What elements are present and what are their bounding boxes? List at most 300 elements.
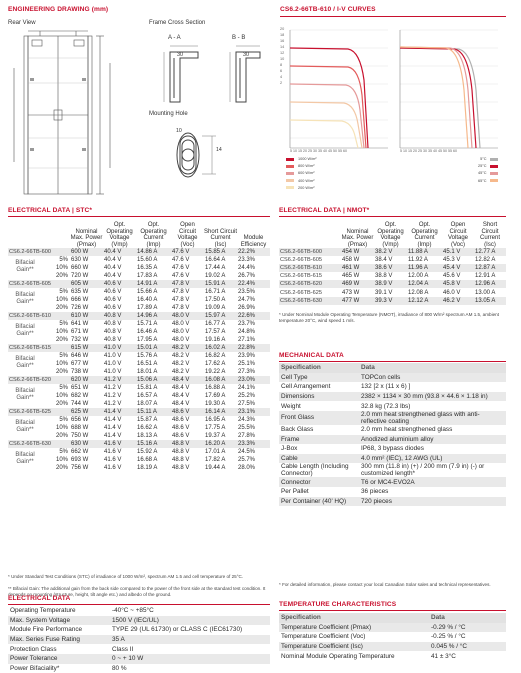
spec-label: Cable bbox=[279, 454, 359, 464]
table-cell: 41.6 V bbox=[104, 449, 122, 456]
table-cell: 23.5% bbox=[238, 289, 256, 296]
table-cell: 41.6 V bbox=[104, 465, 122, 472]
table-cell: 41.2 V bbox=[104, 385, 122, 392]
electrical-title: ELECTRICAL DATA bbox=[8, 595, 71, 602]
stc-bifacial-row bbox=[8, 256, 270, 264]
table-cell: 11.96 A bbox=[407, 264, 442, 272]
spec-label: Per Container (40' HQ) bbox=[279, 497, 359, 507]
table-cell: 15.01 A bbox=[136, 344, 171, 352]
stc-bifacial-row bbox=[8, 320, 270, 328]
temp-row bbox=[279, 642, 506, 652]
spec-label: Temperature Coefficient (Isc) bbox=[279, 642, 429, 652]
table-cell: 47.8 V bbox=[172, 289, 190, 296]
stc-bifacial-row bbox=[8, 448, 270, 456]
temp-row bbox=[279, 632, 506, 642]
table-cell: 666 W bbox=[71, 297, 89, 304]
spec-value: 300 mm (11.8 in) (+) / 200 mm (7.9 in) (-) or customized length* bbox=[361, 463, 485, 478]
table-cell: 15.16 A bbox=[136, 440, 171, 448]
table-cell: 24.1% bbox=[238, 385, 256, 392]
table-cell: 473 W bbox=[342, 289, 360, 296]
table-cell: 45.1 V bbox=[442, 248, 474, 256]
table-cell: 12.04 A bbox=[407, 280, 442, 288]
table-cell: 18.13 A bbox=[137, 433, 158, 440]
table-cell: 12.82 A bbox=[475, 257, 496, 264]
table-cell: 693 W bbox=[71, 457, 89, 464]
mech-row bbox=[279, 411, 506, 425]
spec-value: 0.045 % / °C bbox=[429, 642, 506, 652]
spec-value: 2382 × 1134 × 30 mm (93.8 × 44.6 × 1.18 in) bbox=[359, 392, 506, 402]
electrical-table bbox=[8, 606, 270, 673]
table-cell: 16.62 A bbox=[137, 425, 158, 432]
table-cell: 16.14 A bbox=[204, 408, 237, 416]
table-cell: 39.1 V bbox=[375, 289, 393, 296]
spec-label: Back Glass bbox=[281, 426, 314, 434]
mechanical-table bbox=[279, 363, 506, 506]
table-cell: 25.2% bbox=[238, 393, 256, 400]
table-cell: 23.3% bbox=[238, 257, 256, 264]
model-name: CS6.2-66TB-610 bbox=[8, 312, 70, 320]
mech-row bbox=[279, 497, 506, 507]
table-cell: 41.6 V bbox=[104, 457, 122, 464]
spec-label: Protection Class bbox=[10, 645, 57, 653]
table-cell: 11.88 A bbox=[407, 248, 442, 256]
model-name: CS6.2-66TB-620 bbox=[279, 280, 341, 288]
spec-value: IP68, 3 bypass diodes bbox=[361, 445, 424, 453]
temperature-table bbox=[279, 613, 506, 661]
table-cell: 16.88 A bbox=[205, 385, 226, 392]
spec-label: Cable Length (Including Connector) bbox=[281, 463, 349, 478]
spec-value: -40°C ~ +85°C bbox=[112, 607, 154, 615]
stc-footnote-1: * Under Standard Test Conditions (STC) of irradiance of 1000 W/m², spectrum AM 1.5 and cell temperature of 25°C. bbox=[8, 574, 244, 579]
table-cell: 600 W bbox=[70, 248, 103, 256]
table-cell: 47.6 V bbox=[171, 248, 204, 256]
table-cell: 23.7% bbox=[238, 321, 256, 328]
stc-bifacial-row bbox=[8, 384, 270, 392]
table-cell: 40.6 V bbox=[104, 305, 122, 312]
table-cell: 40.8 V bbox=[104, 329, 122, 336]
table-cell: 38.4 V bbox=[375, 257, 393, 264]
table-cell: 48.0 V bbox=[172, 337, 190, 344]
table-cell: 17.95 A bbox=[137, 337, 158, 344]
table-cell: 24.7% bbox=[238, 297, 256, 304]
spec-value: Class II bbox=[112, 645, 134, 653]
model-name: CS6.2-66TB-625 bbox=[8, 408, 70, 416]
stc-bifacial-row bbox=[8, 456, 270, 464]
table-cell: 17.83 A bbox=[137, 273, 158, 280]
table-cell: 26.7% bbox=[238, 273, 256, 280]
model-name: CS6.2-66TB-615 bbox=[8, 344, 70, 352]
table-cell: 16.08 A bbox=[204, 376, 237, 384]
table-cell: 656 W bbox=[71, 417, 89, 424]
spec-value: 1500 V (IEC/UL) bbox=[110, 616, 270, 626]
table-cell: 688 W bbox=[71, 425, 89, 432]
spec-value: -0.25 % / °C bbox=[431, 633, 466, 641]
table-cell: 41.0 V bbox=[104, 361, 122, 368]
table-cell: 744 W bbox=[71, 401, 89, 408]
spec-value: 720 pieces bbox=[359, 497, 506, 507]
temperature-title: TEMPERATURE CHARACTERISTICS bbox=[279, 601, 397, 608]
table-cell: 27.5% bbox=[238, 401, 256, 408]
aa-dim-30: 30 bbox=[177, 52, 183, 58]
table-cell: 620 W bbox=[70, 376, 103, 384]
table-cell: 23.9% bbox=[238, 353, 256, 360]
table-cell: 16.82 A bbox=[205, 353, 226, 360]
spec-value: 41 ± 3°C bbox=[431, 652, 456, 660]
mounting-hole-drawing bbox=[150, 118, 278, 200]
stc-bifacial-row bbox=[8, 336, 270, 344]
table-cell: 625 W bbox=[70, 408, 103, 416]
spec-label: Temperature Coefficient (Pmax) bbox=[279, 623, 429, 633]
bifacial-percent: 20% bbox=[55, 465, 68, 472]
table-cell: 682 W bbox=[71, 393, 89, 400]
bifacial-percent: 20% bbox=[55, 401, 68, 408]
table-cell: 40.4 V bbox=[104, 265, 122, 272]
stc-model-row bbox=[8, 344, 270, 352]
bifacial-gain-label: Bifacial Gain** bbox=[15, 452, 35, 466]
model-name: CS6.2-66TB-620 bbox=[8, 376, 70, 384]
spec-label: Weight bbox=[281, 402, 301, 410]
table-cell: 15.81 A bbox=[137, 385, 158, 392]
bifacial-percent: 5% bbox=[59, 321, 68, 328]
stc-bifacial-row bbox=[8, 360, 270, 368]
bifacial-percent: 20% bbox=[55, 337, 68, 344]
table-cell: 28.0% bbox=[238, 465, 256, 472]
stc-bifacial-row bbox=[8, 416, 270, 424]
stc-header-vmp: Opt. Operating Voltage (Vmp) bbox=[106, 222, 133, 248]
stc-bifacial-row bbox=[8, 304, 270, 312]
table-cell: 48.2 V bbox=[172, 361, 190, 368]
spec-label: Per Pallet bbox=[281, 488, 309, 496]
bifacial-gain-label: Bifacial Gain** bbox=[15, 420, 35, 434]
table-cell: 720 W bbox=[71, 273, 89, 280]
table-cell: 15.91 A bbox=[204, 280, 237, 288]
table-cell: 16.02 A bbox=[204, 344, 237, 352]
stc-bifacial-row bbox=[8, 296, 270, 304]
table-cell: 16.64 A bbox=[205, 257, 226, 264]
table-cell: 41.6 V bbox=[103, 440, 136, 448]
bifacial-percent: 5% bbox=[59, 449, 68, 456]
table-cell: 16.20 A bbox=[204, 440, 237, 448]
table-cell: 38.2 V bbox=[374, 248, 407, 256]
table-cell: 48.4 V bbox=[172, 393, 190, 400]
table-cell: 17.82 A bbox=[205, 457, 226, 464]
spec-label: Front Glass bbox=[279, 411, 359, 425]
mechanical-footnote: * For detailed information, please contact your local Canadian Solar sales and technical representatives. bbox=[279, 582, 491, 587]
table-cell: 17.57 A bbox=[205, 329, 226, 336]
bifacial-percent: 20% bbox=[55, 369, 68, 376]
model-name: CS6.2-66TB-600 bbox=[8, 248, 70, 256]
table-cell: 18.01 A bbox=[137, 369, 158, 376]
legend-item: 200 W/m² bbox=[286, 185, 317, 192]
table-cell: 15.87 A bbox=[137, 417, 158, 424]
table-cell: 27.1% bbox=[238, 337, 256, 344]
stc-model-row bbox=[8, 376, 270, 384]
spec-value: 80 % bbox=[112, 664, 127, 672]
stc-footnote-2: ** Bifacial Gain: The additional gain from the back side compared to the power of the front side at the standard test condition. It depends on mounting (structure, height, tilt angle etc.) and albedo of the ground. bbox=[8, 586, 266, 597]
stc-bifacial-row bbox=[8, 264, 270, 272]
table-cell: 15.97 A bbox=[204, 312, 237, 320]
table-cell: 24.5% bbox=[238, 449, 256, 456]
bifacial-percent: 10% bbox=[55, 425, 68, 432]
table-cell: 45.6 V bbox=[443, 273, 461, 280]
table-cell: 41.2 V bbox=[103, 376, 136, 384]
table-cell: 47.6 V bbox=[172, 257, 190, 264]
table-cell: 17.44 A bbox=[205, 265, 226, 272]
table-cell: 24.4% bbox=[238, 265, 256, 272]
temperature-legend bbox=[478, 156, 498, 185]
table-cell: 14.86 A bbox=[136, 248, 171, 256]
spec-value: Anodized aluminium alloy bbox=[359, 435, 506, 445]
table-cell: 662 W bbox=[71, 449, 89, 456]
table-cell: 477 W bbox=[341, 297, 374, 305]
bifacial-percent: 5% bbox=[59, 289, 68, 296]
table-cell: 38.6 V bbox=[374, 264, 407, 272]
table-cell: 15.60 A bbox=[137, 257, 158, 264]
table-cell: 15.85 A bbox=[204, 248, 237, 256]
stc-bifacial-row bbox=[8, 328, 270, 336]
stc-header-isc: Short Circuit Current (Isc) bbox=[204, 228, 238, 248]
table-cell: 38.8 V bbox=[375, 273, 393, 280]
table-cell: 12.87 A bbox=[474, 264, 506, 272]
table-cell: 635 W bbox=[71, 289, 89, 296]
stc-model-row bbox=[8, 312, 270, 320]
nmot-footnote: * Under Nominal Module Operating Temperature (NMOT), irradiance of 800 W/m² spectrum AM 1.5, ambient temperature 20°C, wind speed 1 m/s. bbox=[279, 312, 499, 323]
table-cell: 23.0% bbox=[237, 376, 270, 384]
legend-item: 5°C bbox=[478, 156, 498, 163]
table-cell: 19.16 A bbox=[205, 337, 226, 344]
table-cell: 17.89 A bbox=[137, 305, 158, 312]
table-cell: 27.8% bbox=[238, 433, 256, 440]
nmot-row bbox=[279, 280, 506, 288]
table-cell: 17.50 A bbox=[205, 297, 226, 304]
table-cell: 15.71 A bbox=[137, 321, 158, 328]
table-cell: 19.02 A bbox=[205, 273, 226, 280]
table-cell: 46.0 V bbox=[443, 289, 461, 296]
bifacial-percent: 10% bbox=[55, 361, 68, 368]
table-cell: 19.22 A bbox=[205, 369, 226, 376]
section-aa-label: A - A bbox=[168, 35, 181, 41]
table-cell: 25.5% bbox=[238, 425, 256, 432]
table-cell: 47.8 V bbox=[172, 297, 190, 304]
spec-label: Power Bifaciality* bbox=[10, 664, 60, 672]
bifacial-percent: 5% bbox=[59, 257, 68, 264]
spec-label: Cell Type bbox=[279, 373, 359, 383]
bifacial-percent: 10% bbox=[55, 265, 68, 272]
mech-row bbox=[279, 425, 506, 435]
spec-value: 2.0 mm heat strengthened glass bbox=[361, 426, 453, 434]
table-cell: 12.08 A bbox=[408, 289, 429, 296]
table-cell: 45.8 V bbox=[442, 280, 474, 288]
table-cell: 660 W bbox=[71, 265, 89, 272]
bifacial-gain-label: Bifacial Gain** bbox=[15, 324, 35, 338]
stc-bifacial-row bbox=[8, 272, 270, 280]
bifacial-percent: 5% bbox=[59, 353, 68, 360]
model-name: CS6.2-66TB-610 bbox=[279, 264, 341, 272]
table-cell: 48.8 V bbox=[171, 440, 204, 448]
legend-item: 1000 W/m² bbox=[286, 156, 317, 163]
table-cell: 48.4 V bbox=[172, 401, 190, 408]
table-cell: 24.3% bbox=[238, 417, 256, 424]
table-cell: 41.4 V bbox=[104, 433, 122, 440]
table-cell: 738 W bbox=[71, 369, 89, 376]
nmot-row bbox=[279, 272, 506, 280]
iv-x-ticks-left: 5 10 15 20 25 30 35 40 45 50 55 60 bbox=[290, 149, 347, 153]
iv-title-rule bbox=[280, 16, 506, 17]
table-cell: 22.4% bbox=[237, 280, 270, 288]
table-cell: 38.9 V bbox=[374, 280, 407, 288]
spec-value: 2.0 mm heat strengthened glass with anti-reflective coating bbox=[359, 411, 506, 425]
table-cell: 41.0 V bbox=[103, 344, 136, 352]
stc-header-pmax: Nominal Max. Power (Pmax) bbox=[70, 228, 103, 248]
stc-bifacial-row bbox=[8, 432, 270, 440]
table-cell: 45.4 V bbox=[442, 264, 474, 272]
table-cell: 641 W bbox=[71, 321, 89, 328]
table-cell: 13.00 A bbox=[475, 289, 496, 296]
stc-bifacial-row bbox=[8, 288, 270, 296]
mech-head-spec: Specification bbox=[279, 363, 359, 373]
bifacial-percent: 20% bbox=[55, 433, 68, 440]
stc-header-voc: Open Circuit Voltage (Voc) bbox=[177, 222, 198, 248]
table-cell: 45.3 V bbox=[443, 257, 461, 264]
spec-label: Operating Temperature bbox=[10, 607, 76, 615]
stc-bifacial-row bbox=[8, 424, 270, 432]
table-cell: 41.4 V bbox=[104, 417, 122, 424]
table-cell: 40.8 V bbox=[104, 321, 122, 328]
table-cell: 22.2% bbox=[237, 248, 270, 256]
table-cell: 40.6 V bbox=[104, 289, 122, 296]
bifacial-percent: 20% bbox=[55, 273, 68, 280]
legend-item: 800 W/m² bbox=[286, 163, 317, 170]
bifacial-percent: 20% bbox=[55, 305, 68, 312]
table-cell: 48.6 V bbox=[172, 417, 190, 424]
table-cell: 48.6 V bbox=[172, 433, 190, 440]
bifacial-percent: 10% bbox=[55, 393, 68, 400]
irradiance-legend bbox=[286, 156, 317, 192]
bifacial-percent: 10% bbox=[55, 297, 68, 304]
stc-model-row bbox=[8, 280, 270, 288]
table-cell: 48.4 V bbox=[172, 385, 190, 392]
table-cell: 726 W bbox=[71, 305, 89, 312]
table-cell: 12.77 A bbox=[474, 248, 506, 256]
table-cell: 15.66 A bbox=[137, 289, 158, 296]
table-cell: 732 W bbox=[71, 337, 89, 344]
table-cell: 17.01 A bbox=[205, 449, 226, 456]
model-name: CS6.2-66TB-605 bbox=[8, 280, 70, 288]
nmot-title: ELECTRICAL DATA | NMOT* bbox=[279, 207, 370, 214]
model-name: CS6.2-66TB-630 bbox=[8, 440, 70, 448]
table-cell: 22.8% bbox=[237, 344, 270, 352]
hole-dim-14: 14 bbox=[216, 147, 222, 153]
table-cell: 48.2 V bbox=[172, 353, 190, 360]
iv-curves-title: CS6.2-66TB-610 / I-V CURVES bbox=[280, 6, 376, 13]
legend-item: 25°C bbox=[478, 163, 498, 170]
rear-view-drawing bbox=[8, 28, 148, 203]
spec-value: 36 pieces bbox=[361, 488, 389, 496]
table-cell: 465 W bbox=[342, 273, 360, 280]
table-cell: 15.76 A bbox=[137, 353, 158, 360]
table-cell: 18.07 A bbox=[137, 401, 158, 408]
nmot-title-rule bbox=[279, 216, 506, 217]
spec-label: Max. Series Fuse Rating bbox=[8, 635, 110, 645]
spec-label: Frame bbox=[279, 435, 359, 445]
spec-label: Temperature Coefficient (Voc) bbox=[281, 633, 366, 641]
spec-value: 4.0 mm² (IEC), 12 AWG (UL) bbox=[359, 454, 506, 464]
table-cell: 25.1% bbox=[238, 361, 256, 368]
electrical-title-rule bbox=[8, 604, 270, 605]
table-cell: 41.0 V bbox=[104, 353, 122, 360]
spec-value: 35 A bbox=[110, 635, 270, 645]
table-cell: 26.9% bbox=[238, 305, 256, 312]
spec-value: 132 [2 x (11 x 6) ] bbox=[361, 383, 411, 391]
section-bb-label: B - B bbox=[232, 35, 246, 41]
stc-bifacial-row bbox=[8, 352, 270, 360]
stc-bifacial-row bbox=[8, 368, 270, 376]
stc-bifacial-row bbox=[8, 392, 270, 400]
stc-model-row bbox=[8, 408, 270, 416]
table-cell: 15.06 A bbox=[136, 376, 171, 384]
spec-label: Max. System Voltage bbox=[8, 616, 110, 626]
table-cell: 40.4 V bbox=[104, 257, 122, 264]
table-cell: 13.05 A bbox=[474, 297, 506, 305]
table-cell: 23.3% bbox=[237, 440, 270, 448]
table-cell: 19.44 A bbox=[205, 465, 226, 472]
temp-row bbox=[279, 651, 506, 661]
table-cell: 48.8 V bbox=[172, 449, 190, 456]
table-cell: 605 W bbox=[70, 280, 103, 288]
bifacial-percent: 5% bbox=[59, 417, 68, 424]
nmot-row bbox=[279, 248, 506, 256]
hole-dim-10: 10 bbox=[176, 128, 182, 134]
table-cell: 16.71 A bbox=[205, 289, 226, 296]
bifacial-gain-label: Bifacial Gain** bbox=[15, 388, 35, 402]
table-cell: 461 W bbox=[341, 264, 374, 272]
table-cell: 19.30 A bbox=[205, 401, 226, 408]
table-cell: 14.96 A bbox=[136, 312, 171, 320]
mounting-hole-label: Mounting Hole bbox=[149, 111, 188, 117]
mech-row bbox=[279, 477, 506, 487]
model-name: CS6.2-66TB-605 bbox=[280, 257, 322, 264]
table-cell: 25.7% bbox=[238, 457, 256, 464]
table-cell: 19.37 A bbox=[205, 433, 226, 440]
stc-table bbox=[8, 218, 270, 472]
stc-bifacial-row bbox=[8, 464, 270, 472]
stc-model-row bbox=[8, 440, 270, 448]
table-cell: 17.62 A bbox=[205, 361, 226, 368]
spec-value: 0 ~ + 10 W bbox=[110, 654, 270, 664]
table-cell: 48.6 V bbox=[171, 408, 204, 416]
mechanical-title: MECHANICAL DATA bbox=[279, 352, 344, 359]
spec-label: Dimensions bbox=[279, 392, 359, 402]
table-cell: 12.12 A bbox=[407, 297, 442, 305]
stc-header-efficiency: Module Efficiency bbox=[240, 235, 267, 248]
table-cell: 48.0 V bbox=[171, 312, 204, 320]
bifacial-percent: 5% bbox=[59, 385, 68, 392]
temp-head-spec: Specification bbox=[279, 613, 429, 623]
table-cell: 454 W bbox=[341, 248, 374, 256]
table-cell: 750 W bbox=[71, 433, 89, 440]
spec-label: Connector bbox=[279, 477, 359, 487]
nmot-header-voc: Open Circuit Voltage (Voc) bbox=[447, 222, 469, 248]
table-cell: 16.95 A bbox=[205, 417, 226, 424]
table-cell: 458 W bbox=[342, 257, 360, 264]
legend-item: 45°C bbox=[478, 170, 498, 177]
bifacial-gain-label: Bifacial Gain** bbox=[15, 292, 35, 306]
elec-row bbox=[8, 644, 270, 654]
spec-value: 32.8 kg (72.3 lbs) bbox=[361, 402, 411, 410]
table-cell: 16.46 A bbox=[137, 329, 158, 336]
spec-value: TYPE 29 (UL 61730) or CLASS C (IEC61730) bbox=[112, 626, 243, 634]
table-cell: 40.8 V bbox=[103, 312, 136, 320]
